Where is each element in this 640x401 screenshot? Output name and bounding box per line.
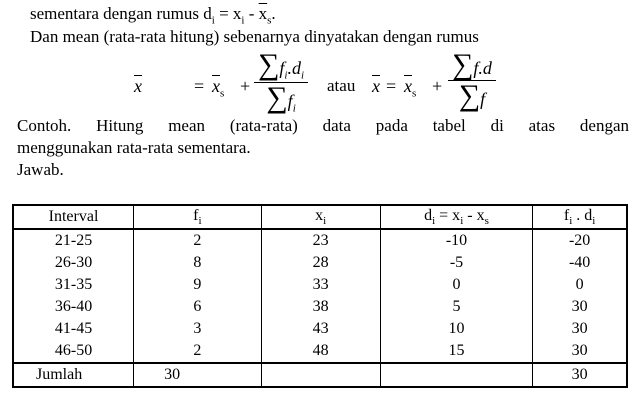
subscript: s [267,14,272,27]
fraction-2 [448,50,496,111]
header-text: d [424,206,433,224]
subscript: s [484,215,489,228]
table-cell: 2 [134,229,262,252]
footer-cell: Jumlah [13,363,134,387]
paragraph-mean-definition: Dan mean (rata-rata hitung) sebenarnya dinyatakan dengan rumus [30,27,479,46]
formula-x-bar-2 [372,76,380,97]
table-cell: 30 [533,318,627,340]
paragraph-contoh-cont: menggunakan rata-rata sementara. [17,138,251,157]
word: pada [375,116,408,135]
paragraph-contoh [17,116,629,136]
table-cell: 28 [261,252,380,274]
table-cell: 15 [380,340,533,363]
table-cell: 38 [261,296,380,318]
subscript: i [211,14,215,27]
table-cell: -10 [380,229,533,252]
table-cell: 23 [261,229,380,252]
word: Hitung [96,116,144,135]
subscript: i [569,215,573,228]
word: tabel [432,116,466,135]
subscript: i [300,69,305,82]
footer-cell: 30 [134,363,262,387]
word: di [490,116,504,135]
text-fragment: f [480,89,486,109]
fraction-1 [254,50,308,114]
x-bar: $\overline{x}$ [212,76,220,96]
formula-plus-2: + [432,76,443,96]
word: (rata-rata) [229,116,298,135]
table-cell: 8 [134,252,262,274]
table-cell: 0 [533,274,627,296]
header-interval [13,205,134,229]
table-cell: 6 [134,296,262,318]
table-cell: 48 [261,340,380,363]
text-fragment: = x [214,4,242,23]
table-cell: 33 [261,274,380,296]
x-bar: $\overline{x}$ [258,4,268,23]
formula-equals-2: = [386,76,397,96]
word: mean [168,116,206,135]
subscript: i [284,69,288,82]
table-cell: -20 [533,229,627,252]
fraction-denominator [262,80,299,115]
word: atas [528,116,556,135]
subscript: i [460,215,464,228]
header-text: x [315,206,324,224]
table-cell: 26-30 [13,252,134,274]
subscript: s [220,87,225,100]
table-cell: -5 [380,252,533,274]
word: data [322,116,351,135]
table-cell: 10 [380,318,533,340]
text-fragment: f [279,58,285,78]
table-header-row [13,205,627,229]
formula-plus-1: + [240,76,251,96]
header-text: Interval [48,208,99,225]
header-text: f [563,206,570,224]
word: dengan [579,116,629,135]
table-cell: 21-25 [13,229,134,252]
table-cell: 9 [134,274,262,296]
text-fragment: f [287,90,293,111]
table-cell: 5 [380,296,533,318]
table-cell: 3 [134,318,262,340]
table-cell: 30 [533,296,627,318]
text-fragment: .d [287,58,301,78]
table-cell: -40 [533,252,627,274]
subscript: i [241,14,245,27]
formula-equals: = [194,76,205,96]
footer-cell [380,363,533,387]
subscript: s [412,87,417,100]
header-text: = x [435,206,461,224]
x-bar: $\overline{x}$ [404,76,412,96]
table-row [13,252,627,274]
table-row [13,296,627,318]
text-fragment: sementara dengan rumus d [30,4,212,23]
table-row [13,318,627,340]
header-text: f [193,206,199,224]
header-fi-di [533,205,627,229]
footer-cell [261,363,380,387]
table-cell: 0 [380,274,533,296]
subscript: i [323,215,327,228]
table-footer-row [13,363,627,387]
subscript: i [198,215,202,228]
fraction-numerator [448,50,496,81]
header-xi [261,205,380,229]
table-cell: 31-35 [13,274,134,296]
table-row [13,229,627,252]
fraction-denominator [455,81,489,111]
text-fragment: - [244,4,259,23]
subscript: i [292,102,296,115]
header-di [380,205,533,229]
formula-xs-2 [404,76,416,100]
table-cell: 30 [533,340,627,363]
table-cell: 36-40 [13,296,134,318]
footer-cell: 30 [533,363,627,387]
sigma-icon: ∑ [258,48,280,81]
word: Contoh. [17,116,72,135]
table-cell: 43 [261,318,380,340]
header-text: - x [463,206,485,224]
text-fragment: f.d [473,58,492,78]
table-row [13,274,627,296]
sigma-icon: ∑ [458,79,481,112]
table-cell: 41-45 [13,318,134,340]
sigma-icon: ∑ [266,80,288,114]
label-jawab: Jawab. [17,160,64,179]
subscript: i [432,215,436,228]
table-row [13,340,627,363]
text-fragment: . [271,4,276,23]
header-fi [134,205,262,229]
frequency-table [12,204,628,388]
formula-x-bar [134,76,142,97]
table-cell: 46-50 [13,340,134,363]
sigma-icon: ∑ [452,48,474,81]
x-bar: $\overline{x}$ [372,76,380,96]
subscript: i [592,215,596,228]
x-bar: $\overline{x}$ [134,76,142,96]
formula-atau: atau [327,76,356,95]
fraction-numerator [254,50,308,83]
header-text: . d [572,206,593,224]
formula-xs-1 [212,76,224,100]
table-cell: 2 [134,340,262,363]
formula-line-di [30,4,276,26]
